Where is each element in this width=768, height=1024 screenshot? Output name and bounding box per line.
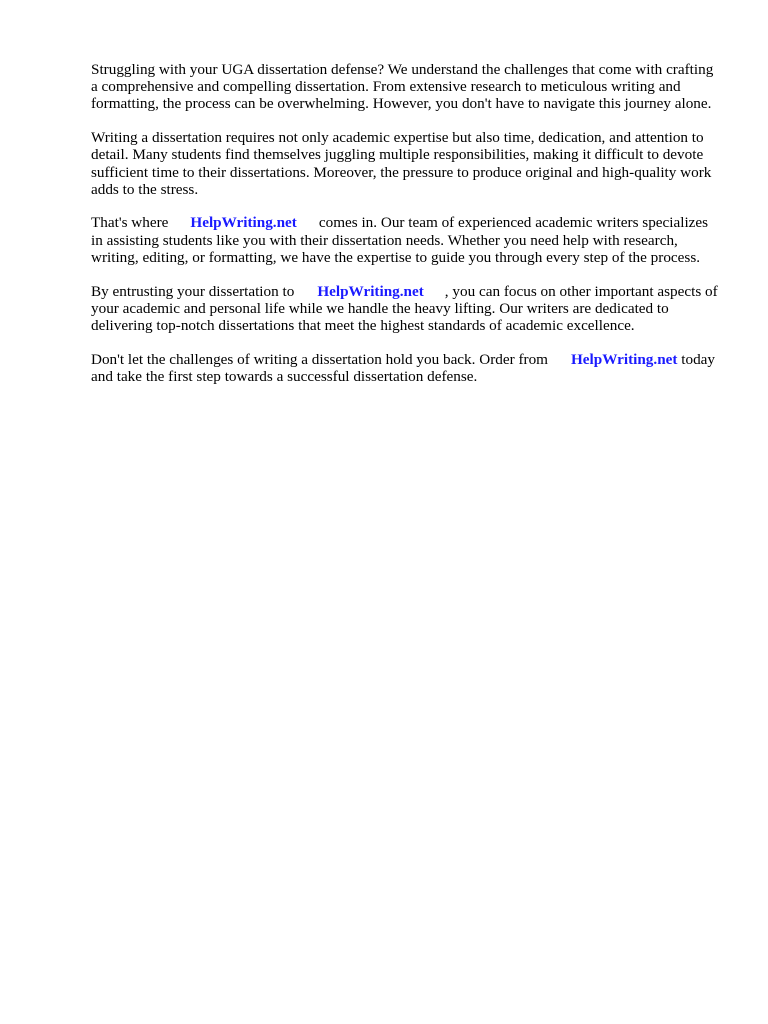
paragraph-intro-text: Struggling with your UGA dissertation defense? We understand the challenges that come with crafting a comprehensive and compelling dissertation. From extensive research to meticulous writing and formatting, the process can be overwhelming. However, you don't have to navigate this journey alone. [91, 61, 714, 113]
paragraph-service [91, 214, 723, 266]
paragraph-entrust-text-before: By entrusting your dissertation to [91, 282, 295, 300]
paragraph-cta-text-after: today and take the first step towards a successful dissertation defense. [91, 350, 715, 385]
paragraph-intro [91, 61, 723, 113]
paragraph-challenges-text: Writing a dissertation requires not only academic expertise but also time, dedication, and attention to detail. Many students find themselves juggling multiple responsibilities, making it difficult to devote sufficient time to their dissertations. Moreover, the pressure to produce original and high-quality work adds to the stress. [91, 129, 712, 198]
helpwriting-link[interactable]: HelpWriting.net [190, 214, 297, 232]
paragraph-cta-text-before: Don't let the challenges of writing a dissertation hold you back. Order from [91, 350, 548, 368]
paragraph-service-text-before: That's where [91, 214, 169, 232]
helpwriting-link[interactable]: HelpWriting.net [317, 282, 424, 300]
paragraph-cta [91, 351, 723, 385]
helpwriting-link[interactable]: HelpWriting.net [570, 350, 678, 368]
paragraph-entrust [91, 283, 723, 335]
paragraph-challenges [91, 129, 723, 198]
paragraph-entrust-text-after: , you can focus on other important aspects of your academic and personal life while we handle the heavy lifting. Our writers are dedicated to delivering top-notch dissertations that meet the highest standards of academic excellence. [91, 282, 718, 334]
paragraph-service-text-after: comes in. Our team of experienced academic writers specializes in assisting students like you with their dissertation needs. Whether you need help with research, writing, editing, or formatting, we have the expertise to guide you through every step of the process. [91, 214, 709, 266]
document-body [91, 61, 723, 402]
